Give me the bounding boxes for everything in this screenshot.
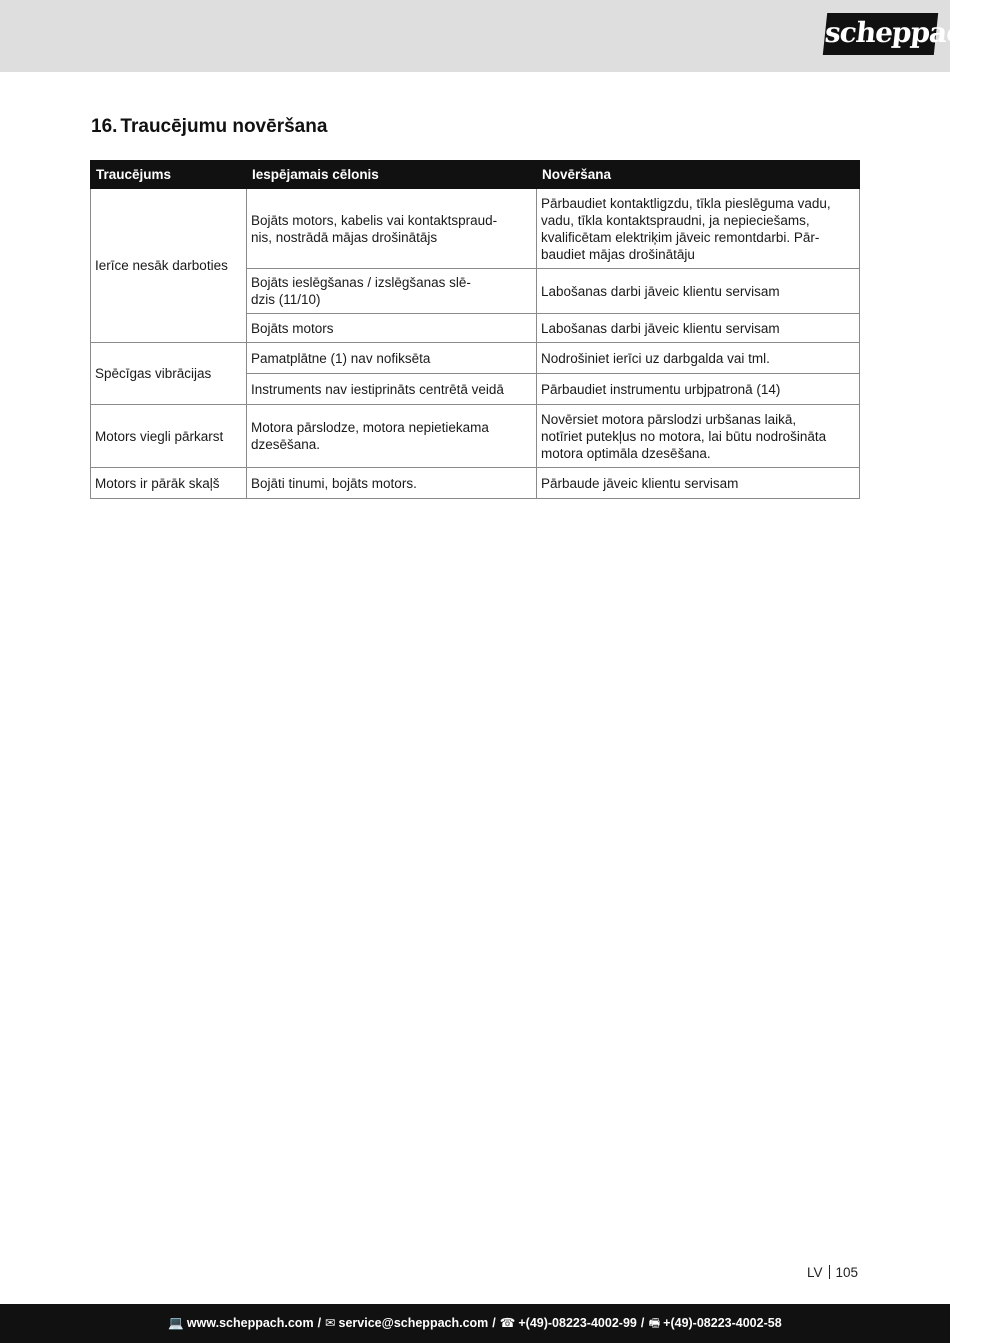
- remedy-cell: Labošanas darbi jāveic klientu servisam: [537, 314, 860, 343]
- header-remedy: Novēršana: [537, 161, 860, 189]
- page-number: [807, 1265, 858, 1280]
- page-number-value: 105: [835, 1265, 859, 1280]
- envelope-icon: ✉: [325, 1316, 336, 1330]
- cause-cell: Bojāts motors: [247, 314, 537, 343]
- footer-fax: +(49)-08223-4002-58: [663, 1316, 782, 1330]
- footer-bar: [0, 1304, 950, 1343]
- telephone-icon: ☎: [499, 1316, 516, 1330]
- header-cause: Iespējamais cēlonis: [247, 161, 537, 189]
- scheppach-logo: scheppach: [823, 13, 938, 55]
- table-row: [91, 189, 860, 269]
- table-row: [91, 343, 860, 374]
- section-title: Traucējumu novēršana: [120, 116, 328, 137]
- page-separator: [829, 1265, 830, 1279]
- cause-cell: Instruments nav iestiprināts centrētā veidā: [247, 374, 537, 405]
- remedy-cell: Pārbaudiet instrumentu urbjpatronā (14): [537, 374, 860, 405]
- remedy-cell: Nodrošiniet ierīci uz darbgalda vai tml.: [537, 343, 860, 374]
- cause-cell: Bojāti tinumi, bojāts motors.: [247, 468, 537, 499]
- table-header-row: [91, 161, 860, 189]
- cause-cell: Pamatplātne (1) nav nofiksēta: [247, 343, 537, 374]
- remedy-cell: Pārbaude jāveic klientu servisam: [537, 468, 860, 499]
- cause-cell: Bojāts motors, kabelis vai kontaktspraud- nis, nostrādā mājas drošinātājs: [247, 189, 537, 269]
- cause-cell: Motora pārslodze, motora nepietiekama dzesēšana.: [247, 405, 537, 468]
- footer-separator: /: [317, 1316, 322, 1330]
- remedy-cell: Pārbaudiet kontaktligzdu, tīkla pieslēguma vadu, vadu, tīkla kontaktspraudni, ja nepieciešams, kvalificētam elektriķim jāveic remontdarbi. Pār- baudiet mājas drošinātāju: [537, 189, 860, 269]
- section-heading: [91, 116, 327, 138]
- footer-separator: /: [640, 1316, 645, 1330]
- fax-icon: 🖷: [648, 1316, 661, 1330]
- symptom-cell: Ierīce nesāk darboties: [91, 189, 247, 343]
- symptom-cell: Motors ir pārāk skaļš: [91, 468, 247, 499]
- symptom-cell: Spēcīgas vibrācijas: [91, 343, 247, 405]
- cause-cell: Bojāts ieslēgšanas / izslēgšanas slē- dzis (11/10): [247, 269, 537, 314]
- troubleshooting-table: [90, 160, 860, 499]
- remedy-cell: Labošanas darbi jāveic klientu servisam: [537, 269, 860, 314]
- footer-web: www.scheppach.com: [186, 1316, 314, 1330]
- symptom-cell: Motors viegli pārkarst: [91, 405, 247, 468]
- footer-phone: +(49)-08223-4002-99: [518, 1316, 637, 1330]
- footer-email: service@scheppach.com: [338, 1316, 489, 1330]
- table-row: [91, 468, 860, 499]
- header-band: [0, 0, 984, 72]
- table-row: [91, 405, 860, 468]
- footer-separator: /: [492, 1316, 496, 1330]
- section-number: 16.: [91, 116, 118, 137]
- remedy-cell: Novērsiet motora pārslodzi urbšanas laikā, notīriet putekļus no motora, lai būtu nodrošināta motora optimāla dzesēšana.: [537, 405, 860, 468]
- computer-icon: 💻: [168, 1316, 184, 1330]
- header-symptom: Traucējums: [91, 161, 247, 189]
- page-language: LV: [807, 1265, 823, 1280]
